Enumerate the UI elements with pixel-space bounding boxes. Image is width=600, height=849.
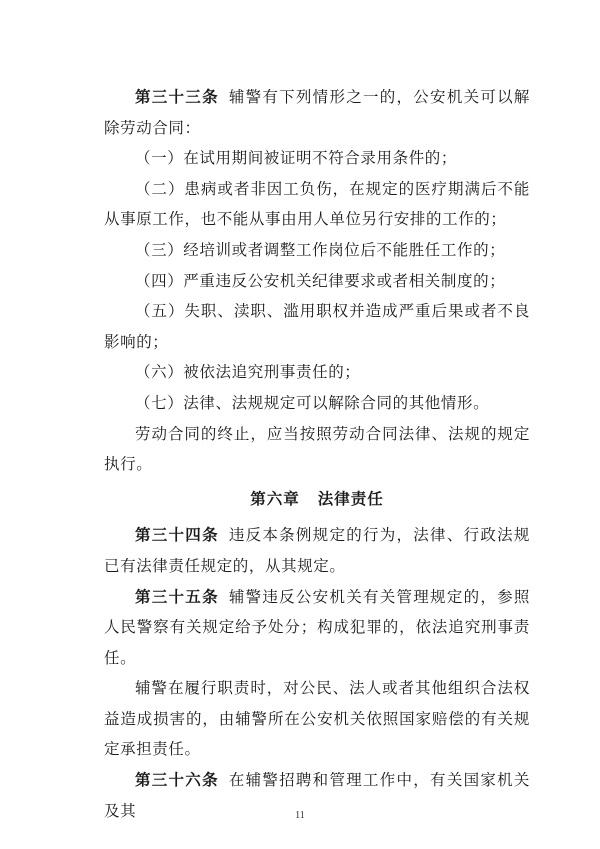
chapter-number: 第六章 (250, 488, 300, 508)
article-35-title: 第三十五条 (135, 586, 219, 606)
article-33-title: 第三十三条 (135, 87, 219, 106)
article-33-item-5: （五）失职、渎职、滥用职权并造成严重后果或者不良影响的； (104, 302, 530, 351)
article-33-item-1: （一）在试用期间被证明不符合录用条件的； (135, 149, 458, 168)
article-36-title: 第三十六条 (135, 770, 219, 790)
article-35 (104, 582, 530, 674)
chapter-heading (104, 480, 530, 521)
article-34 (104, 520, 530, 581)
article-33-item-7: （七）法律、法规规定可以解除合同的其他情形。 (135, 393, 490, 412)
chapter-title: 法律责任 (317, 488, 384, 508)
article-33-intro (104, 82, 530, 143)
document-body (104, 82, 530, 826)
article-35-paragraph-2: 辅警在履行职责时，对公民、法人或者其他组织合法权益造成损害的，由辅警所在公安机关依照国家赔偿的有关规定承担责任。 (104, 679, 530, 759)
article-34-text: 违反本条例规定的行为，法律、行政法规已有法律责任规定的，从其规定。 (104, 526, 530, 575)
article-33-item-2: （二）患病或者非因工负伤，在规定的医疗期满后不能从事原工作，也不能从事由用人单位另行安排的工作的； (104, 179, 530, 229)
article-33-closing: 劳动合同的终止，应当按照劳动合同法律、法规的规定执行。 (104, 424, 530, 474)
page-number: 11 (295, 810, 305, 821)
article-36-text: 在辅警招聘和管理工作中，有关国家机关及其 (104, 771, 530, 820)
article-33-intro-text: 辅警有下列情形之一的，公安机关可以解除劳动合同： (104, 88, 530, 137)
article-33-item-6: （六）被依法追究刑事责任的； (135, 363, 361, 382)
article-33-item-3: （三）经培训或者调整工作岗位后不能胜任工作的； (135, 240, 506, 259)
article-33-item-4: （四）严重违反公安机关纪律要求或者相关制度的； (135, 271, 506, 290)
article-35-text: 辅警违反公安机关有关管理规定的，参照人民警察有关规定给予处分；构成犯罪的，依法追究刑事责任。 (104, 587, 530, 667)
article-34-title: 第三十四条 (135, 525, 219, 545)
